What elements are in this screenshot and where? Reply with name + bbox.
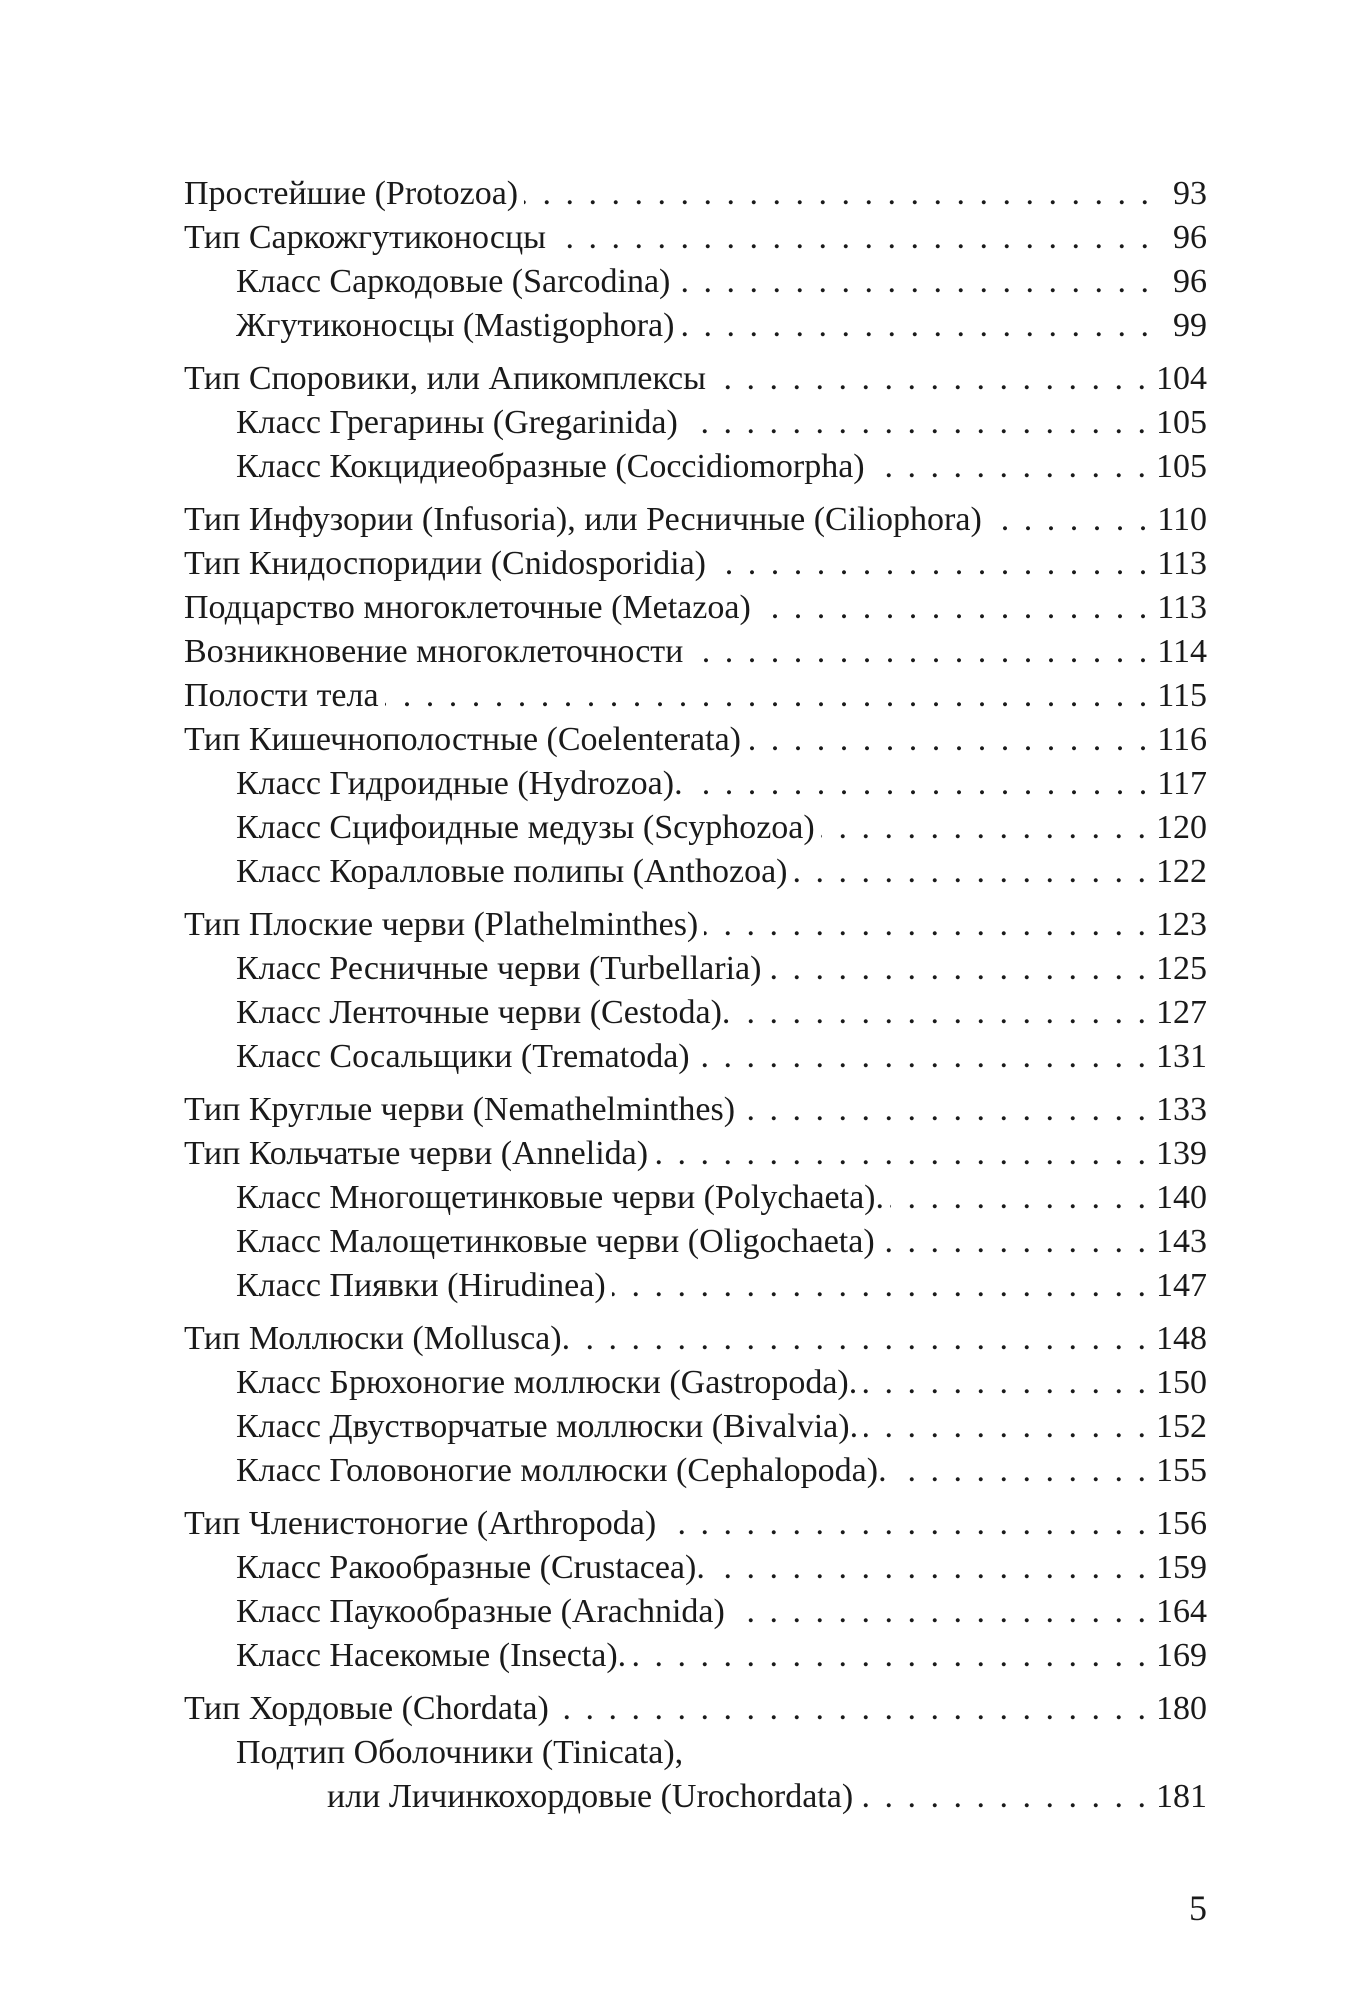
dot-leader <box>893 1449 1146 1493</box>
toc-entry-title: Возникновение многоклеточности <box>184 630 689 674</box>
toc-entry-page: 120 <box>1146 806 1207 850</box>
toc-entry-page: 122 <box>1146 850 1207 894</box>
dot-leader <box>890 1176 1146 1220</box>
toc-entry-page: 180 <box>1146 1687 1207 1731</box>
dot-leader <box>859 1775 1146 1819</box>
toc-entry-title: Класс Грегарины (Gregarinida) <box>236 401 684 445</box>
dot-leader <box>552 216 1149 260</box>
dot-leader <box>632 1634 1146 1678</box>
toc-entry-title: Класс Ресничные черви (Turbellaria) <box>236 947 767 991</box>
dot-leader <box>654 1132 1146 1176</box>
toc-entry <box>184 1220 1207 1264</box>
toc-entry-title: Подцарство многоклеточные (Metazoa) <box>184 586 757 630</box>
toc-entry-page: 110 <box>1147 498 1207 542</box>
toc-entry-title: Класс Малощетинковые черви (Oligochaeta) <box>236 1220 881 1264</box>
toc-entry <box>184 1088 1207 1132</box>
toc-entry-title: Класс Многощетинковые черви (Polychaeta). <box>236 1176 890 1220</box>
toc-entry <box>184 850 1207 894</box>
toc-entry <box>184 1176 1207 1220</box>
dot-leader <box>711 1546 1146 1590</box>
toc-entry-title: Тип Плоские черви (Plathelminthes) <box>184 903 704 947</box>
dot-leader <box>689 762 1148 806</box>
toc-entry-title: Класс Насекомые (Insecta). <box>236 1634 632 1678</box>
toc-entry <box>184 1264 1207 1308</box>
dot-leader <box>736 991 1146 1035</box>
toc-entry-page: 105 <box>1146 401 1207 445</box>
toc-entry-title: Класс Паукообразные (Arachnida) <box>236 1590 731 1634</box>
toc-entry-title: Тип Кольчатые черви (Annelida) <box>184 1132 654 1176</box>
toc-entry <box>184 674 1207 718</box>
dot-leader <box>676 260 1149 304</box>
toc-entry-page: 152 <box>1146 1405 1207 1449</box>
toc-entry <box>184 1502 1207 1546</box>
toc-entry <box>184 1775 1207 1819</box>
toc-entry-title: Простейшие (Protozoa) <box>184 172 524 216</box>
dot-leader <box>680 304 1149 348</box>
toc-entry-title: Тип Моллюски (Mollusca). <box>184 1317 576 1361</box>
dot-leader <box>576 1317 1146 1361</box>
toc-entry-title: Класс Сосальщики (Trematoda) <box>236 1035 696 1079</box>
toc-entry <box>184 1405 1207 1449</box>
toc-entry-page: 104 <box>1146 357 1207 401</box>
toc-entry-page: 117 <box>1147 762 1207 806</box>
toc-entry <box>184 1132 1207 1176</box>
dot-leader <box>684 401 1146 445</box>
toc-entry-page: 105 <box>1146 445 1207 489</box>
toc-entry <box>184 586 1207 630</box>
dot-leader <box>385 674 1148 718</box>
toc-entry-title: Тип Круглые черви (Nemathelminthes) <box>184 1088 741 1132</box>
toc-entry <box>184 1546 1207 1590</box>
dot-leader <box>794 850 1147 894</box>
table-of-contents <box>184 172 1207 1819</box>
toc-entry <box>184 445 1207 489</box>
toc-entry-page: 123 <box>1146 903 1207 947</box>
toc-entry-title: Класс Гидроидные (Hydrozoa). <box>236 762 689 806</box>
toc-entry-page: 155 <box>1146 1449 1207 1493</box>
dot-leader <box>988 498 1147 542</box>
toc-entry <box>184 542 1207 586</box>
toc-entry-page: 113 <box>1147 542 1207 586</box>
toc-entry-title: Класс Ленточные черви (Cestoda). <box>236 991 736 1035</box>
toc-entry <box>184 260 1207 304</box>
toc-entry-page: 127 <box>1146 991 1207 1035</box>
dot-leader <box>712 542 1147 586</box>
toc-entry-page: 131 <box>1146 1035 1207 1079</box>
dot-leader <box>821 806 1146 850</box>
toc-entry-title: Тип Хордовые (Chordata) <box>184 1687 555 1731</box>
toc-entry <box>184 991 1207 1035</box>
dot-leader <box>767 947 1146 991</box>
toc-entry-title: Тип Кишечнополостные (Coelenterata) <box>184 718 747 762</box>
toc-entry-title: Класс Сцифоидные медузы (Scyphozoa) <box>236 806 821 850</box>
dot-leader <box>863 1361 1146 1405</box>
toc-entry-page: 96 <box>1149 216 1207 260</box>
dot-leader <box>747 718 1147 762</box>
toc-entry-title: Тип Инфузории (Infusoria), или Ресничные (Ciliophora) <box>184 498 988 542</box>
toc-entry-page: 125 <box>1146 947 1207 991</box>
toc-entry <box>184 630 1207 674</box>
toc-entry <box>184 1317 1207 1361</box>
toc-entry <box>184 1449 1207 1493</box>
toc-entry <box>184 1361 1207 1405</box>
toc-entry-title: Тип Споровики, или Апикомплексы <box>184 357 712 401</box>
toc-entry <box>184 304 1207 348</box>
toc-entry-title: Класс Головоногие моллюски (Cephalopoda). <box>236 1449 893 1493</box>
toc-entry <box>184 1634 1207 1678</box>
dot-leader <box>612 1264 1146 1308</box>
dot-leader <box>704 903 1146 947</box>
page-number: 5 <box>1189 1888 1207 1928</box>
toc-entry <box>184 216 1207 260</box>
toc-entry-page: 133 <box>1146 1088 1207 1132</box>
toc-entry-page: 147 <box>1146 1264 1207 1308</box>
toc-entry-title: Класс Двустворчатые моллюски (Bivalvia). <box>236 1405 864 1449</box>
dot-leader <box>731 1590 1146 1634</box>
toc-entry-title: Тип Саркожгутиконосцы <box>184 216 552 260</box>
toc-entry <box>184 903 1207 947</box>
toc-entry-page: 115 <box>1147 674 1207 718</box>
toc-entry-page: 169 <box>1146 1634 1207 1678</box>
toc-entry-title: Подтип Оболочники (Tinicata), <box>236 1731 689 1775</box>
toc-entry-title: Класс Кокцидиеобразные (Coccidiomorpha) <box>236 445 871 489</box>
toc-entry-title: Класс Ракообразные (Crustacea). <box>236 1546 711 1590</box>
dot-leader <box>696 1035 1146 1079</box>
toc-entry-title: Класс Саркодовые (Sarcodina) <box>236 260 676 304</box>
toc-entry <box>184 947 1207 991</box>
toc-entry-title: Тип Книдоспоридии (Cnidosporidia) <box>184 542 712 586</box>
toc-entry-page: 99 <box>1149 304 1207 348</box>
toc-entry-page: 93 <box>1149 172 1207 216</box>
toc-entry-title: Класс Пиявки (Hirudinea) <box>236 1264 612 1308</box>
toc-entry <box>184 357 1207 401</box>
toc-entry-page: 96 <box>1149 260 1207 304</box>
toc-entry <box>184 718 1207 762</box>
toc-entry <box>184 1731 1207 1775</box>
dot-leader <box>871 445 1146 489</box>
toc-entry <box>184 401 1207 445</box>
toc-entry <box>184 1035 1207 1079</box>
toc-entry-title: Класс Брюхоногие моллюски (Gastropoda). <box>236 1361 863 1405</box>
toc-entry <box>184 806 1207 850</box>
dot-leader <box>555 1687 1146 1731</box>
dot-leader <box>741 1088 1146 1132</box>
toc-entry-page: 113 <box>1147 586 1207 630</box>
toc-entry-title: или Личинкохордовые (Urochordata) <box>327 1775 859 1819</box>
toc-entry-title: Жгутиконосцы (Mastigophora) <box>236 304 680 348</box>
dot-leader <box>881 1220 1146 1264</box>
dot-leader <box>662 1502 1146 1546</box>
toc-entry-title: Полости тела <box>184 674 385 718</box>
toc-entry-page: 148 <box>1146 1317 1207 1361</box>
toc-entry-page: 116 <box>1147 718 1207 762</box>
dot-leader <box>757 586 1147 630</box>
toc-entry <box>184 1687 1207 1731</box>
toc-entry-page: 139 <box>1146 1132 1207 1176</box>
toc-entry <box>184 1590 1207 1634</box>
toc-entry-title: Тип Членистоногие (Arthropoda) <box>184 1502 662 1546</box>
dot-leader <box>712 357 1146 401</box>
dot-leader <box>524 172 1149 216</box>
toc-entry <box>184 498 1207 542</box>
toc-entry <box>184 172 1207 216</box>
toc-entry-page: 114 <box>1147 630 1207 674</box>
dot-leader <box>864 1405 1146 1449</box>
toc-entry-page: 143 <box>1146 1220 1207 1264</box>
toc-entry-page: 150 <box>1146 1361 1207 1405</box>
toc-entry-page: 181 <box>1146 1775 1207 1819</box>
toc-entry <box>184 762 1207 806</box>
toc-entry-page: 140 <box>1146 1176 1207 1220</box>
toc-entry-page: 159 <box>1146 1546 1207 1590</box>
dot-leader <box>689 630 1147 674</box>
toc-entry-page: 164 <box>1146 1590 1207 1634</box>
toc-entry-title: Класс Коралловые полипы (Anthozoa) <box>236 850 794 894</box>
toc-entry-page: 156 <box>1146 1502 1207 1546</box>
